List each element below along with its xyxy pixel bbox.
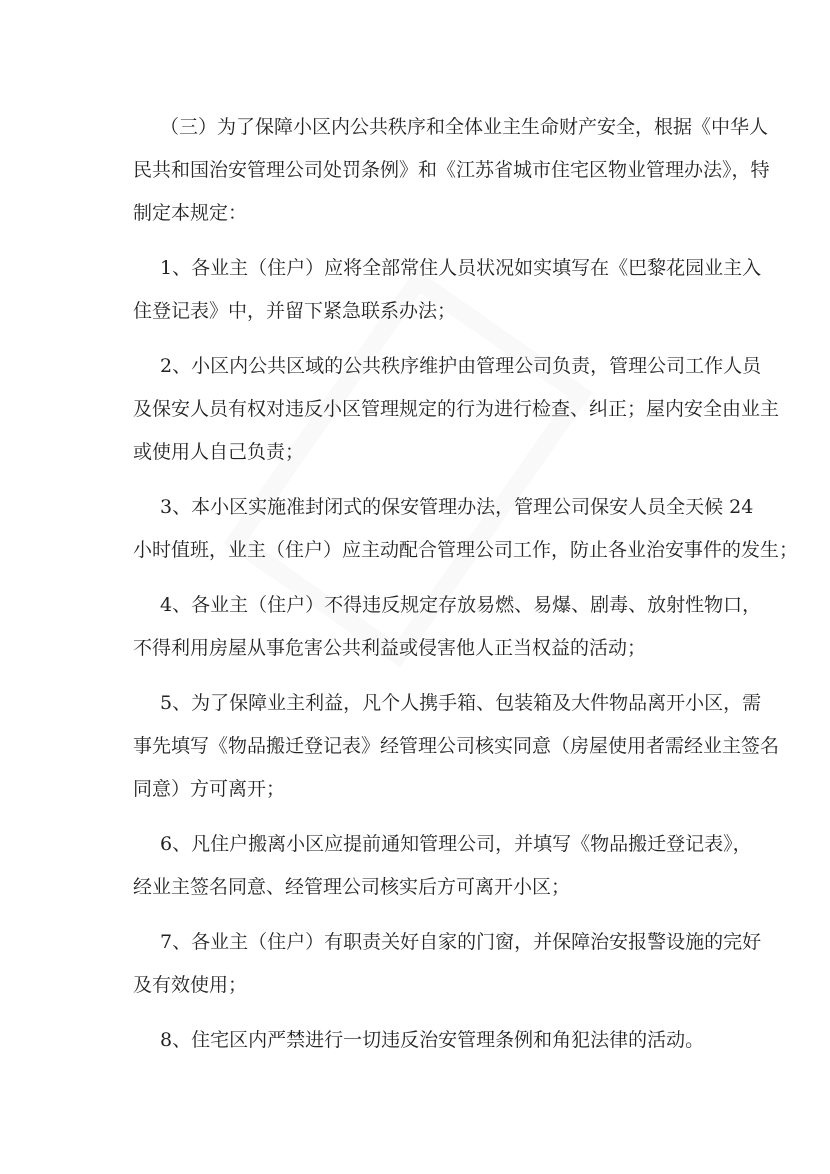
paragraph-line: 8、住宅区内严禁进行一切违反治安管理条例和角犯法律的活动。: [160, 1029, 705, 1051]
document-body: [133, 112, 799, 1080]
paragraph: [133, 590, 762, 676]
paragraph-line: 制定本规定：: [133, 202, 248, 224]
paragraph-line: 及有效使用；: [133, 974, 248, 996]
paragraph-line: 2、小区内公共区域的公共秩序维护由管理公司负责，管理公司工作人员: [160, 355, 762, 377]
paragraph-line: 4、各业主（住户）不得违反规定存放易燃、易爆、剧毒、放射性物口，: [160, 594, 762, 616]
paragraph-line: 民共和国治安管理公司处罚条例》和《江苏省城市住宅区物业管理办法》，特: [133, 159, 770, 181]
paragraph-line: 及保安人员有权对违反小区管理规定的行为进行检查、纠正；屋内安全由业主: [133, 398, 780, 420]
paragraph-line: 或使用人自己负责；: [133, 441, 305, 463]
paragraph-line: 住登记表》中，并留下紧急联系办法；: [133, 300, 457, 322]
paragraph-line: （三）为了保障小区内公共秩序和全体业主生命财产安全，根据《中华人: [160, 116, 769, 138]
paragraph-line: 不得利用房屋从事危害公共利益或侵害他人正当权益的活动；: [133, 637, 647, 659]
paragraph-line: 小时值班，业主（住户）应主动配合管理公司工作，防止各业治安事件的发生；: [133, 539, 799, 561]
paragraph: [133, 927, 762, 1013]
paragraph: [133, 492, 799, 578]
paragraph-line: 6、凡住户搬离小区应提前通知管理公司，并填写《物品搬迁登记表》，: [160, 833, 752, 855]
paragraph: [133, 351, 780, 480]
paragraph-line: 同意）方可离开；: [133, 778, 286, 800]
paragraph-line: 5、为了保障业主利益，凡个人携手箱、包装箱及大件物品离开小区，需: [160, 692, 762, 714]
paragraph: [133, 1025, 721, 1068]
paragraph: [133, 112, 770, 241]
paragraph: [133, 829, 752, 915]
paragraph: [133, 253, 762, 339]
paragraph-line: 经业主签名同意、经管理公司核实后方可离开小区；: [133, 876, 571, 898]
paragraph-line: 3、本小区实施准封闭式的保安管理办法，管理公司保安人员全天候 24: [160, 496, 754, 518]
paragraph-line: 事先填写《物品搬迁登记表》经管理公司核实同意（房屋使用者需经业主签名: [133, 735, 780, 757]
paragraph-line: 7、各业主（住户）有职责关好自家的门窗，并保障治安报警设施的完好: [160, 931, 762, 953]
paragraph-line: 1、各业主（住户）应将全部常住人员状况如实填写在《巴黎花园业主入: [160, 257, 762, 279]
paragraph: [133, 688, 780, 817]
